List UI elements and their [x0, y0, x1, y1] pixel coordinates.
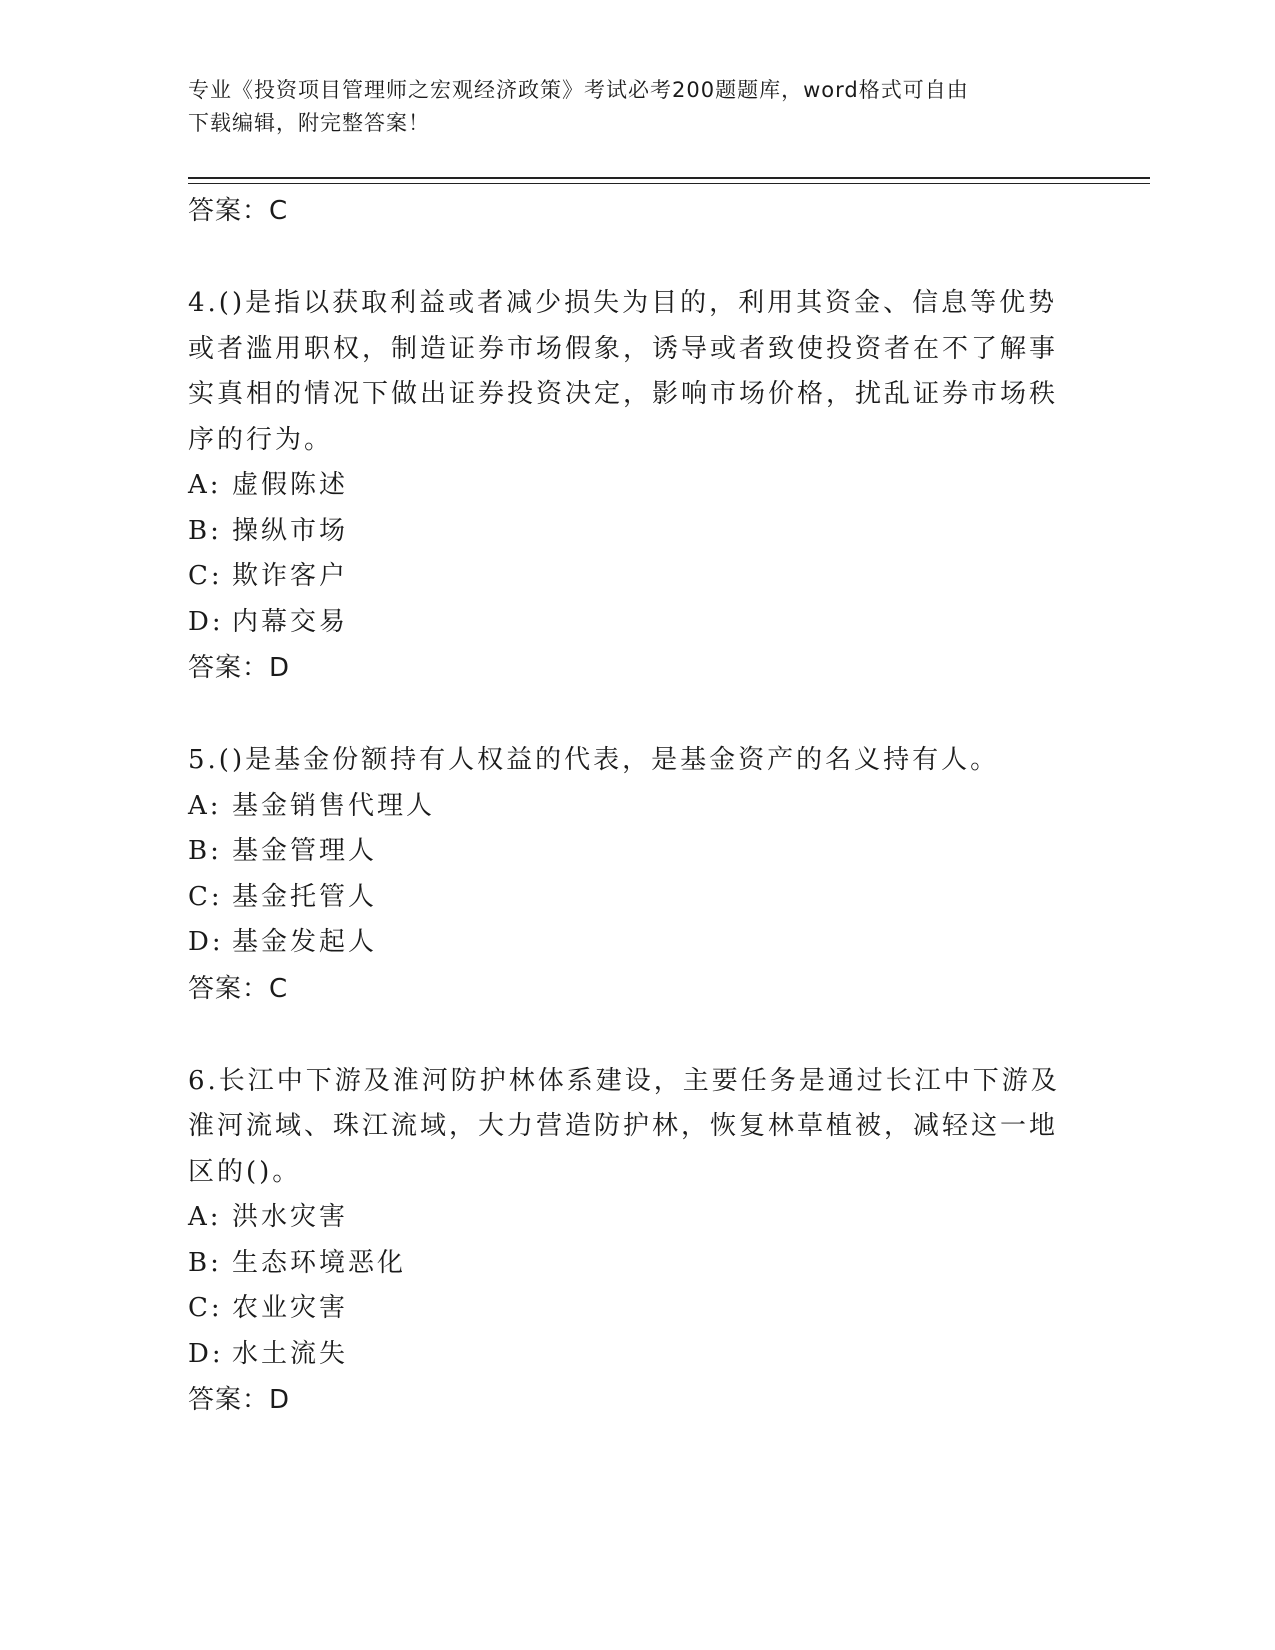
- header-rule-thin: [188, 183, 1150, 184]
- answer-line: 答案：D: [188, 1385, 291, 1415]
- answer-line: 答案：C: [188, 196, 289, 226]
- stem-line: 淮河流域、珠江流域，大力营造防护林，恢复林草植被，减轻这一地: [188, 1111, 1059, 1141]
- question-stem: [188, 281, 1068, 463]
- option-key: D:: [188, 1338, 224, 1369]
- document-header: [188, 74, 1068, 140]
- option-text: 欺诈客户: [232, 561, 349, 591]
- option-text: 生态环境恶化: [232, 1247, 407, 1278]
- option-key: D:: [188, 927, 224, 957]
- option-key: B:: [188, 515, 222, 546]
- option-key: C:: [188, 1293, 223, 1323]
- question-5: [188, 738, 1068, 1012]
- option-a: [188, 463, 1068, 509]
- option-text: 内幕交易: [232, 606, 349, 637]
- question-list: [188, 188, 1068, 1423]
- question-4: [188, 281, 1068, 691]
- option-key: B:: [188, 836, 222, 866]
- option-text: 基金管理人: [232, 836, 378, 866]
- option-text: 基金发起人: [232, 927, 378, 957]
- option-c: [188, 1286, 1068, 1332]
- option-text: 虚假陈述: [232, 470, 349, 500]
- option-key: D:: [188, 606, 224, 637]
- header-line-2: 下载编辑，附完整答案！: [188, 111, 430, 135]
- option-text: 操纵市场: [232, 515, 349, 546]
- option-a: [188, 784, 1068, 830]
- option-key: A:: [188, 470, 222, 500]
- option-text: 基金托管人: [232, 881, 378, 912]
- header-rule-thick: [188, 177, 1150, 179]
- stem-line: 区的()。: [188, 1156, 302, 1187]
- option-d: [188, 600, 1068, 646]
- option-b: [188, 1241, 1068, 1287]
- stem-line: 5.()是基金份额持有人权益的代表，是基金资产的名义持有人。: [188, 745, 1000, 775]
- answer-line: 答案：C: [188, 973, 289, 1004]
- option-d: [188, 1332, 1068, 1378]
- stem-line: 4.()是指以获取利益或者减少损失为目的，利用其资金、信息等优势: [188, 288, 1058, 318]
- option-key: A:: [188, 790, 222, 821]
- question-6: [188, 1059, 1068, 1424]
- option-b: [188, 509, 1068, 555]
- option-b: [188, 829, 1068, 875]
- header-line-1: 专业《投资项目管理师之宏观经济政策》考试必考200题题库，word格式可自由: [188, 78, 969, 102]
- stem-line: 实真相的情况下做出证券投资决定，影响市场价格，扰乱证券市场秩: [188, 379, 1059, 409]
- option-a: [188, 1195, 1068, 1241]
- option-key: C:: [188, 881, 223, 912]
- option-c: [188, 554, 1068, 600]
- option-text: 洪水灾害: [232, 1202, 349, 1232]
- option-text: 水土流失: [232, 1338, 349, 1369]
- option-key: A:: [188, 1202, 222, 1232]
- option-key: C:: [188, 561, 223, 591]
- question-stem: [188, 738, 1068, 784]
- answer-line: 答案：D: [188, 653, 291, 683]
- option-c: [188, 875, 1068, 921]
- question-stem: [188, 1059, 1068, 1196]
- stem-line: 6.长江中下游及淮河防护林体系建设，主要任务是通过长江中下游及: [188, 1065, 1060, 1096]
- option-key: B:: [188, 1247, 222, 1278]
- option-text: 基金销售代理人: [232, 790, 436, 821]
- stem-line: 或者滥用职权，制造证券市场假象，诱导或者致使投资者在不了解事: [188, 333, 1059, 364]
- stem-line: 序的行为。: [188, 424, 334, 455]
- option-text: 农业灾害: [232, 1293, 349, 1323]
- option-d: [188, 920, 1068, 966]
